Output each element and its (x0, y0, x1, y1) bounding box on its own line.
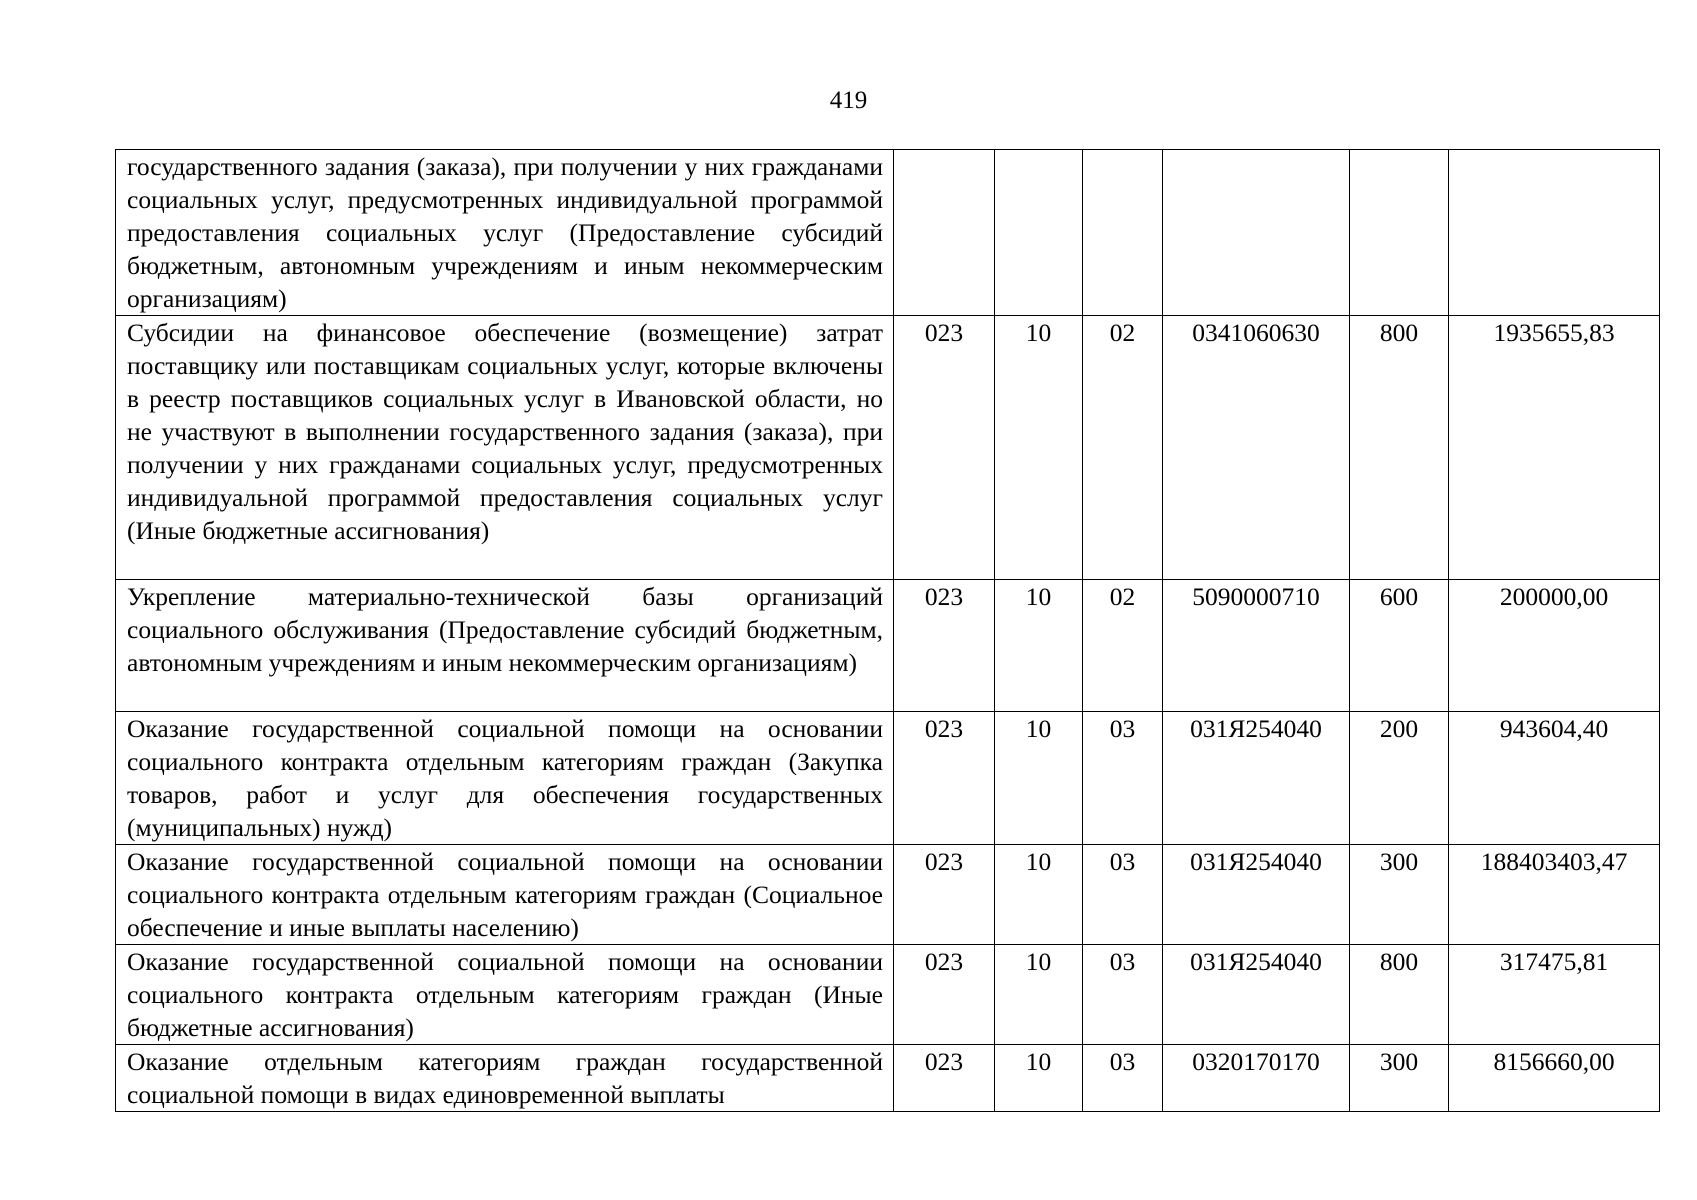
section-code: 10 (995, 580, 1083, 712)
table-row (116, 945, 1660, 1045)
section-code: 10 (995, 845, 1083, 945)
amount: 200000,00 (1449, 580, 1660, 712)
target-item-code: 031Я254040 (1163, 712, 1350, 845)
subsection-code: 03 (1083, 845, 1163, 945)
row-description: Оказание государственной социальной помощи на основании социального контракта отдельным категориям граждан (Иные бюджетные ассигнования) (116, 945, 894, 1045)
table-row (116, 316, 1660, 580)
table-row (116, 580, 1660, 712)
table-row (116, 150, 1660, 316)
section-code: 10 (995, 1045, 1083, 1112)
ministry-code: 023 (894, 1045, 995, 1112)
section-code: 10 (995, 712, 1083, 845)
target-item-code (1163, 150, 1350, 316)
amount: 1935655,83 (1449, 316, 1660, 580)
amount: 188403403,47 (1449, 845, 1660, 945)
section-code (995, 150, 1083, 316)
amount (1449, 150, 1660, 316)
ministry-code: 023 (894, 580, 995, 712)
subsection-code (1083, 150, 1163, 316)
row-description: Оказание отдельным категориям граждан государственной социальной помощи в видах единовременной выплаты (116, 1045, 894, 1112)
expense-type-code: 800 (1350, 945, 1449, 1045)
section-code: 10 (995, 945, 1083, 1045)
ministry-code: 023 (894, 316, 995, 580)
target-item-code: 5090000710 (1163, 580, 1350, 712)
expense-type-code (1350, 150, 1449, 316)
table-row (116, 845, 1660, 945)
expense-type-code: 600 (1350, 580, 1449, 712)
row-description: Оказание государственной социальной помощи на основании социального контракта отдельным категориям граждан (Закупка товаров, работ и услуг для обеспечения государственных (муниципальных) нужд) (116, 712, 894, 845)
subsection-code: 03 (1083, 1045, 1163, 1112)
target-item-code: 0341060630 (1163, 316, 1350, 580)
expense-type-code: 800 (1350, 316, 1449, 580)
ministry-code: 023 (894, 712, 995, 845)
table-row (116, 712, 1660, 845)
budget-table (115, 149, 1660, 1112)
row-description: государственного задания (заказа), при получении у них гражданами социальных услуг, предусмотренных индивидуальной программой предоставления социальных услуг (Предоставление субсидий бюджетным, автономным учреждениям и иным некоммерческим организациям) (116, 150, 894, 316)
amount: 943604,40 (1449, 712, 1660, 845)
target-item-code: 0320170170 (1163, 1045, 1350, 1112)
expense-type-code: 200 (1350, 712, 1449, 845)
table-row (116, 1045, 1660, 1112)
subsection-code: 03 (1083, 712, 1163, 845)
row-description: Укрепление материально-технической базы организаций социального обслуживания (Предоставление субсидий бюджетным, автономным учреждениям и иным некоммерческим организациям) (116, 580, 894, 712)
row-description: Оказание государственной социальной помощи на основании социального контракта отдельным категориям граждан (Социальное обеспечение и иные выплаты населению) (116, 845, 894, 945)
subsection-code: 03 (1083, 945, 1163, 1045)
subsection-code: 02 (1083, 580, 1163, 712)
target-item-code: 031Я254040 (1163, 945, 1350, 1045)
amount: 317475,81 (1449, 945, 1660, 1045)
page-number: 419 (829, 87, 868, 114)
ministry-code: 023 (894, 845, 995, 945)
row-description: Субсидии на финансовое обеспечение (возмещение) затрат поставщику или поставщикам социальных услуг, которые включены в реестр поставщиков социальных услуг в Ивановской области, но не участвуют в выполнении государственного задания (заказа), при получении у них гражданами социальных услуг, предусмотренных индивидуальной программой предоставления социальных услуг (Иные бюджетные ассигнования) (116, 316, 894, 580)
subsection-code: 02 (1083, 316, 1163, 580)
expense-type-code: 300 (1350, 1045, 1449, 1112)
amount: 8156660,00 (1449, 1045, 1660, 1112)
section-code: 10 (995, 316, 1083, 580)
target-item-code: 031Я254040 (1163, 845, 1350, 945)
ministry-code (894, 150, 995, 316)
ministry-code: 023 (894, 945, 995, 1045)
expense-type-code: 300 (1350, 845, 1449, 945)
